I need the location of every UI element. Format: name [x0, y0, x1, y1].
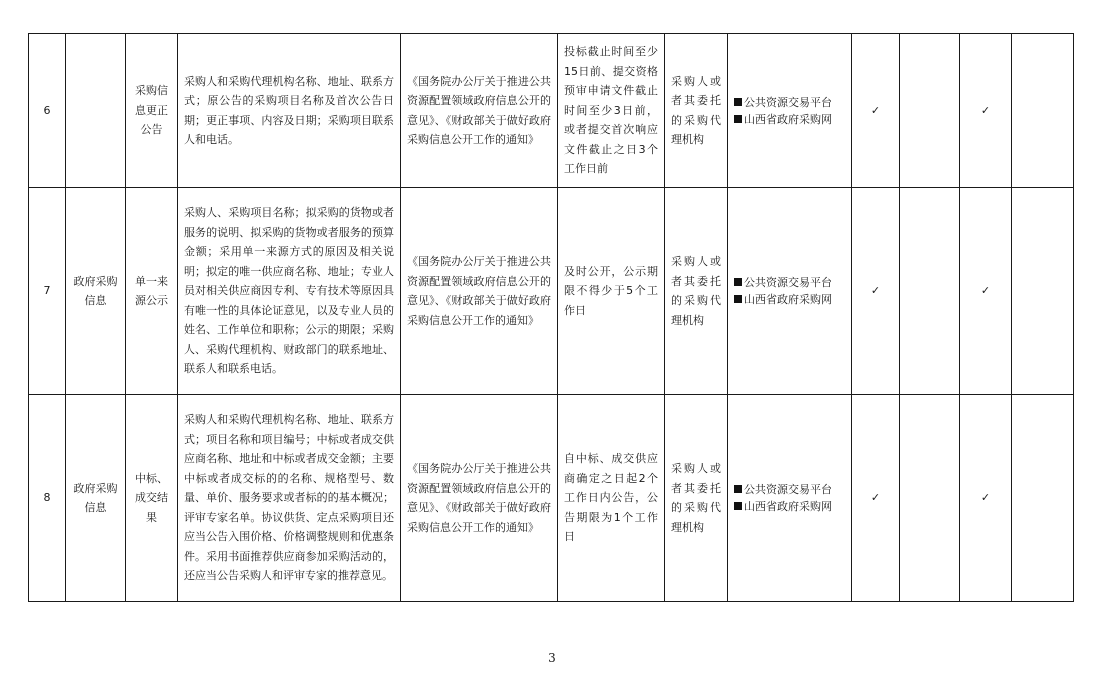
empty-cell [1012, 395, 1074, 602]
empty-cell [1012, 34, 1074, 188]
disclosure-table [28, 33, 1074, 602]
check-mark-icon: ✓ [852, 188, 900, 395]
channel-item: 公共资源交易平台 [734, 274, 845, 291]
basis-cell: 《国务院办公厅关于推进公共资源配置领域政府信息公开的意见》、《财政部关于做好政府采购信息公开工作的通知》 [401, 34, 558, 188]
check-mark-icon: ✓ [852, 34, 900, 188]
bullet-square-icon [734, 502, 742, 510]
channels-cell [728, 395, 852, 602]
item-cell: 采购信息更正公告 [126, 34, 178, 188]
empty-cell [900, 188, 960, 395]
check-mark-icon: ✓ [960, 188, 1012, 395]
check-mark-icon: ✓ [960, 34, 1012, 188]
subject-cell: 采购人或者其委托的采购代理机构 [665, 395, 728, 602]
item-cell: 中标、成交结果 [126, 395, 178, 602]
empty-cell [900, 34, 960, 188]
channel-item: 公共资源交易平台 [734, 94, 845, 111]
category-cell: 政府采购信息 [66, 395, 126, 602]
check-mark-icon: ✓ [960, 395, 1012, 602]
bullet-square-icon [734, 278, 742, 286]
channels-cell [728, 188, 852, 395]
channel-item: 山西省政府采购网 [734, 291, 845, 308]
row-number: 8 [29, 395, 66, 602]
content-cell: 采购人和采购代理机构名称、地址、联系方式；原公告的采购项目名称及首次公告日期；更正事项、内容及日期；采购项目联系人和电话。 [178, 34, 401, 188]
table-row [29, 188, 1074, 395]
table-row [29, 34, 1074, 188]
empty-cell [900, 395, 960, 602]
channel-item: 山西省政府采购网 [734, 498, 845, 515]
subject-cell: 采购人或者其委托的采购代理机构 [665, 188, 728, 395]
check-mark-icon: ✓ [852, 395, 900, 602]
timing-cell: 自中标、成交供应商确定之日起2个工作日内公告，公告期限为1个工作日 [558, 395, 665, 602]
content-cell: 采购人、采购项目名称；拟采购的货物或者服务的说明、拟采购的货物或者服务的预算金额；采用单一来源方式的原因及相关说明；拟定的唯一供应商名称、地址；专业人员对相关供应商因专利、专有技术等原因具有唯一性的具体论证意见，以及专业人员的姓名、工作单位和职称；公示的期限；采购人、采购代理机构、财政部门的联系地址、联系人和联系电话。 [178, 188, 401, 395]
category-cell [66, 34, 126, 188]
content-cell: 采购人和采购代理机构名称、地址、联系方式；项目名称和项目编号；中标或者成交供应商名称、地址和中标或者成交金额；主要中标或者成交标的的名称、规格型号、数量、单价、服务要求或者标的的基本概况；评审专家名单。协议供货、定点采购项目还应当公告入围价格、价格调整规则和优惠条件。采用书面推荐供应商参加采购活动的，还应当公告采购人和评审专家的推荐意见。 [178, 395, 401, 602]
item-cell: 单一来源公示 [126, 188, 178, 395]
basis-cell: 《国务院办公厅关于推进公共资源配置领域政府信息公开的意见》、《财政部关于做好政府采购信息公开工作的通知》 [401, 188, 558, 395]
bullet-square-icon [734, 98, 742, 106]
bullet-square-icon [734, 295, 742, 303]
channel-item: 山西省政府采购网 [734, 111, 845, 128]
bullet-square-icon [734, 115, 742, 123]
channel-item: 公共资源交易平台 [734, 481, 845, 498]
bullet-square-icon [734, 485, 742, 493]
row-number: 6 [29, 34, 66, 188]
page-number: 3 [548, 651, 556, 665]
timing-cell: 投标截止时间至少15日前、提交资格预审申请文件截止时间至少3日前，或者提交首次响应文件截止之日3个工作日前 [558, 34, 665, 188]
subject-cell: 采购人或者其委托的采购代理机构 [665, 34, 728, 188]
timing-cell: 及时公开，公示期限不得少于5个工作日 [558, 188, 665, 395]
table-row [29, 395, 1074, 602]
empty-cell [1012, 188, 1074, 395]
basis-cell: 《国务院办公厅关于推进公共资源配置领域政府信息公开的意见》、《财政部关于做好政府采购信息公开工作的通知》 [401, 395, 558, 602]
channels-cell [728, 34, 852, 188]
category-cell: 政府采购信息 [66, 188, 126, 395]
row-number: 7 [29, 188, 66, 395]
